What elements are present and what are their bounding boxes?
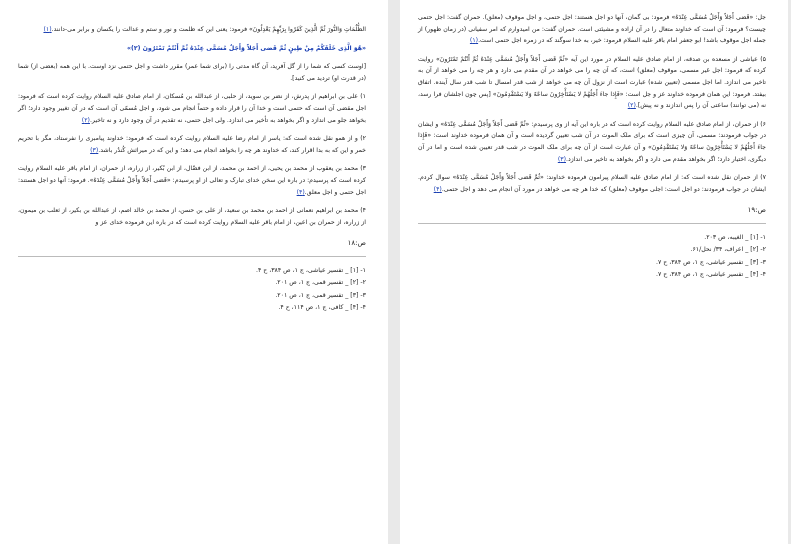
paragraph-text: ۶) از حمران، از امام صادق علیه السلام روایت کرده است که در باره این آیه از وی پرسیدم: «ثُمَّ قَضی أَجَلاً وَأَجَلٌ مُسَمًّی عِنْدَهُ» و ایشان در جواب فرمودند: مسمی، آن چیزی است که برای ملک الموت در آن شب تعیین گردیده است و آن همان فرموده خداوند است: «فَإِذا جاءَ أَجَلُهُمْ لا یَسْتَأْخِرُونَ ساعَهً وَلا یَسْتَقْدِمُونَ» و آن عبارت است از آن چه برای ملک الموت در شب قدر تعیین شده است و اما در آن دیگری، اختیار دارد؛ اگر بخواهد مقدم می دارد و اگر بخواهد به تاخیر می اندازد.: [418, 120, 766, 163]
left-page: [0, 0, 388, 544]
paragraph: [18, 163, 366, 198]
footnote-divider: [418, 223, 766, 224]
paragraph-text: ۴) محمد بن ابراهیم نعمانی از احمد بن محمد بن سعید، از علی بن حسن، از محمد بن خالد اصم، از عبدالله بن بکیر، از ثعلب بن میمون، از زراره، از حمران بن اعین، از امام باقر علیه السلام روایت کرده است که در باره این فرموده خدای عز و: [18, 207, 366, 226]
paragraph-text: ۵) عیاشی از مسعده بن صدقه، از امام صادق علیه السلام در مورد این آیه «ثُمَّ قَضی أَجَلاً وَأَجَلٌ مُسَمًّی عِنْدَهُ ثُمَّ أَنْتُمْ تَمْتَرُونَ» روایت کرده که فرمود: اجل غیر مسمی، موقوف (معلق) است، که آن چه را می خواهد در آن مقدم می دارد و هر چه را می خواهد از آن به تاخیر می اندازد. اما اجل مسمی (تعیین شده) عبارت است از نزول آن چه می خواهد از شب قدر امسال تا شب قدر سال آینده. اتفاق بیفتد. فرمود: این همان فرموده خداوند عز و جل است: «فَإِذا جاءَ أَجَلُهُمْ لا یَسْتَأْخِرُونَ ساعَهً وَلا یَسْتَقْدِمُونَ» [پس چون اجلشان فرا رسد، نه (می توانند) ساعتی آن را پس اندازند و نه پیش].: [418, 55, 766, 110]
footnote-ref[interactable]: (۴): [433, 185, 442, 193]
paragraph: [18, 91, 366, 126]
paragraph-text: جل: «قَضی أَجَلاً وَأَجَلٌ مُسَمًّی عِنْدَهُ» فرمود: بی گمان، آنها دو اجل هستند: اجل حتمی، و اجل موقوف (معلق). حمران گفت: اجل حتمی چیست؟ فرمود: آن است که خداوند متعال را در آن اراده و مشیئتی است. حمران گفت: من امیدوارم که امر سفیانی (در زمان ظهور) از جمله اجل موقوف باشد! ابو جعفر امام باقر علیه السلام فرمود: خیر، به خدا سوگند که در زمره اجل حتمی است.: [418, 14, 766, 45]
paragraph: [418, 172, 766, 195]
paragraph: [418, 54, 766, 112]
right-page: [400, 0, 788, 544]
paragraph: [418, 12, 766, 47]
footnote-ref[interactable]: (۴): [296, 188, 305, 196]
footnote: ۲- [۲] _ تفسیر قمی، ج ۱، ص ۲۰۱.: [275, 279, 366, 287]
footnote: ۴- [۴] _ تفسیر عیاشی، ج ۱، ص ۳۸۴، ح ۷.: [655, 271, 766, 279]
footnote-divider: [18, 256, 366, 257]
footnote: ۱- [۱] _ تفسیر عیاشی، ج ۱، ص ۳۸۴، ح ۴.: [255, 266, 366, 274]
quran-verse: «هُوَ الَّذِی خَلَقَکُمْ مِنْ طِینٍ ثُمَّ قَضی أَجَلاً وَأَجَلٌ مُسَمًّی عِنْدَهُ ثُمَّ أَنْتُمْ تَمْتَرُونَ (۲)»: [127, 44, 366, 52]
footnote-ref[interactable]: (۳): [90, 146, 99, 154]
right-page-body: [418, 12, 766, 282]
paragraph: [18, 205, 366, 228]
footnote: ۳- [۳] _ تفسیر عیاشی، ج ۱، ص ۳۸۴، ح ۷.: [655, 258, 766, 266]
footnote-ref[interactable]: (۱): [43, 26, 52, 33]
footnote-ref[interactable]: (۱): [469, 37, 479, 45]
paragraph-text: ۳) محمد بن یعقوب از محمد بن یحیی، از احمد بن محمد، از ابن فضّال، از ابن بُکیر، از زراره، از حمران، از امام باقر علیه السلام روایت کرده است که پرسیدم: در باره این سخن خدای تبارک و تعالی از او پرسیدم: «قَضی أَجَلاً وَأَجَلٌ مُسَمًّی عِنْدَهُ». فرمود: آنها دو اجل هستند: اجل حتمی و اجل معلق.: [18, 165, 366, 196]
page-number: ص:۱۹: [747, 206, 766, 215]
paragraph-text: ۲) و از همو نقل شده است که: یاسر از امام رضا علیه السلام روایت کرده است که فرمود: خداوند پیامبری را نفرستاد، مگر با تحریم خمر و این که به بدا اقرار کند، که خداوند هر چه را بخواهد انجام می دهد؛ و این که در میراثش کُندُر باشد.: [18, 135, 366, 154]
paragraph-text: ۷) از حمران نقل شده است که: از امام صادق علیه السلام پیرامون فرموده خداوند: «ثُمَّ قَضی أَجَلاً وَأَجَلٌ مُسَمًّی عِنْدَهُ» سوال کردم. ایشان در جواب فرمودند: دو اجل است: اجلی موقوف (معلق) که خدا هر چه می خواهد در مورد آن انجام می دهد و اجل حتمی.: [418, 174, 766, 193]
footnote: ۴- [۴] _ کافی، ج ۱، ص ۱۱۴، ح ۴.: [278, 304, 366, 312]
paragraph-text: ۱) علی بن ابراهیم از پدرش، از نضر بن سوید، از حلبی، از عبدالله بن مُسکان، از امام صادق علیه السلام روایت کرده است که فرمود: اجل مقضی آن است که حتمی است و خدا آن را قرار داده و حتماً انجام می شود، و اجل مُسمّی آن است که در آن تغییر وجود دارد؛ اگر بخواهد جلو می اندازد و اگر بخواهد به تأخیر می اندازد. ولی اجل حتمی، نه تقدیم در آن وجود دارد و نه تاخیر.: [18, 93, 366, 124]
paragraph: [18, 24, 366, 36]
paragraph: [18, 133, 366, 156]
page-number: ص:۱۸: [347, 239, 366, 248]
paragraph: [18, 61, 366, 84]
left-page-body: [18, 24, 366, 315]
footnote: ۳- [۳] _ تفسیر قمی، ج ۱، ص ۲۰۱.: [275, 291, 366, 299]
footnote-ref[interactable]: (۲): [627, 102, 636, 110]
footnote: ۲- [۲] _ اعراف، ۳۴/ نحل/۶۱.: [690, 246, 766, 254]
footnote: ۱- [۱] _ الغیبه، ص ۲۰۳.: [704, 233, 766, 241]
footnote-ref[interactable]: (۳): [557, 155, 566, 163]
paragraph-text: [اوست کسی که شما را از گل آفرید، آن گاه مدتی را (برای شما عمر) مقرر داشت و اجل حتمی نزد اوست. با این همه (بعضی از) شما (در قدرت او) تردید می کنید].: [18, 63, 366, 82]
paragraph: [418, 119, 766, 165]
footnote-ref[interactable]: (۲): [81, 116, 90, 124]
paragraph-text: الظُّلُمَاتِ وَالنُّورَ ثُمَّ الَّذِینَ کَفَرُوا بِرَبِّهِمْ یَعْدِلُونَ» فرمود: یعنی این که ظلمت و نور و ستم و عدالت را یکسان و برابر می-دانند.: [51, 26, 366, 33]
